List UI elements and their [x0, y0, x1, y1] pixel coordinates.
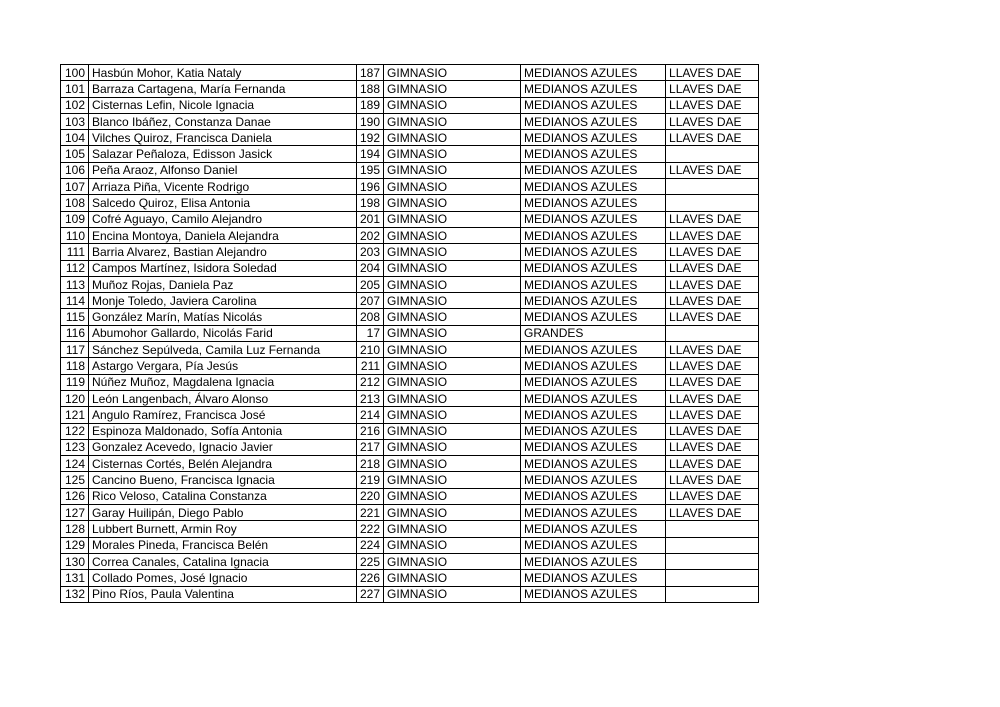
table-row [61, 374, 759, 390]
keys-cell [666, 195, 759, 211]
row-number-cell: 117 [61, 342, 89, 358]
locker-size-cell: MEDIANOS AZULES [521, 244, 666, 260]
row-number-cell: 132 [61, 586, 89, 602]
student-name-cell: Lubbert Burnett, Armin Roy [89, 521, 357, 537]
student-name-cell: Núñez Muñoz, Magdalena Ignacia [89, 374, 357, 390]
table-row [61, 553, 759, 569]
location-cell: GIMNASIO [384, 276, 521, 292]
location-cell: GIMNASIO [384, 537, 521, 553]
location-cell: GIMNASIO [384, 488, 521, 504]
keys-cell: LLAVES DAE [666, 211, 759, 227]
keys-cell: LLAVES DAE [666, 472, 759, 488]
locker-number-cell: 222 [357, 521, 384, 537]
row-number-cell: 130 [61, 553, 89, 569]
location-cell: GIMNASIO [384, 505, 521, 521]
locker-size-cell: MEDIANOS AZULES [521, 97, 666, 113]
location-cell: GIMNASIO [384, 113, 521, 129]
locker-number-cell: 220 [357, 488, 384, 504]
location-cell: GIMNASIO [384, 342, 521, 358]
row-number-cell: 105 [61, 146, 89, 162]
row-number-cell: 111 [61, 244, 89, 260]
locker-size-cell: MEDIANOS AZULES [521, 146, 666, 162]
locker-size-cell: MEDIANOS AZULES [521, 505, 666, 521]
row-number-cell: 128 [61, 521, 89, 537]
student-name-cell: Astargo Vergara, Pía Jesús [89, 358, 357, 374]
locker-number-cell: 225 [357, 553, 384, 569]
row-number-cell: 108 [61, 195, 89, 211]
keys-cell: LLAVES DAE [666, 260, 759, 276]
keys-cell: LLAVES DAE [666, 407, 759, 423]
row-number-cell: 116 [61, 325, 89, 341]
keys-cell: LLAVES DAE [666, 390, 759, 406]
student-name-cell: Blanco Ibáñez, Constanza Danae [89, 113, 357, 129]
locker-size-cell: MEDIANOS AZULES [521, 260, 666, 276]
keys-cell: LLAVES DAE [666, 309, 759, 325]
keys-cell: LLAVES DAE [666, 97, 759, 113]
table-row [61, 325, 759, 341]
locker-size-cell: MEDIANOS AZULES [521, 407, 666, 423]
locker-number-cell: 214 [357, 407, 384, 423]
row-number-cell: 125 [61, 472, 89, 488]
locker-number-cell: 194 [357, 146, 384, 162]
keys-cell [666, 179, 759, 195]
locker-size-cell: MEDIANOS AZULES [521, 211, 666, 227]
student-name-cell: León Langenbach, Álvaro Alonso [89, 390, 357, 406]
locker-number-cell: 198 [357, 195, 384, 211]
student-name-cell: Angulo Ramírez, Francisca José [89, 407, 357, 423]
keys-cell: LLAVES DAE [666, 439, 759, 455]
location-cell: GIMNASIO [384, 456, 521, 472]
row-number-cell: 126 [61, 488, 89, 504]
table-row [61, 146, 759, 162]
keys-cell: LLAVES DAE [666, 488, 759, 504]
row-number-cell: 127 [61, 505, 89, 521]
student-name-cell: Peña Araoz, Alfonso Daniel [89, 162, 357, 178]
keys-cell: LLAVES DAE [666, 293, 759, 309]
table-row [61, 65, 759, 81]
row-number-cell: 120 [61, 390, 89, 406]
student-name-cell: Pino Ríos, Paula Valentina [89, 586, 357, 602]
student-name-cell: Correa Canales, Catalina Ignacia [89, 553, 357, 569]
locker-size-cell: MEDIANOS AZULES [521, 390, 666, 406]
row-number-cell: 124 [61, 456, 89, 472]
row-number-cell: 112 [61, 260, 89, 276]
table-row [61, 81, 759, 97]
location-cell: GIMNASIO [384, 130, 521, 146]
keys-cell: LLAVES DAE [666, 456, 759, 472]
table-row [61, 211, 759, 227]
student-name-cell: Barria Alvarez, Bastian Alejandro [89, 244, 357, 260]
table-row [61, 244, 759, 260]
locker-number-cell: 189 [357, 97, 384, 113]
keys-cell [666, 325, 759, 341]
table-row [61, 537, 759, 553]
student-name-cell: Hasbún Mohor, Katia Nataly [89, 65, 357, 81]
keys-cell: LLAVES DAE [666, 130, 759, 146]
keys-cell: LLAVES DAE [666, 227, 759, 243]
row-number-cell: 118 [61, 358, 89, 374]
locker-number-cell: 213 [357, 390, 384, 406]
table-body [61, 65, 759, 603]
locker-size-cell: MEDIANOS AZULES [521, 309, 666, 325]
locker-size-cell: MEDIANOS AZULES [521, 472, 666, 488]
locker-size-cell: MEDIANOS AZULES [521, 537, 666, 553]
row-number-cell: 104 [61, 130, 89, 146]
keys-cell: LLAVES DAE [666, 276, 759, 292]
row-number-cell: 123 [61, 439, 89, 455]
location-cell: GIMNASIO [384, 521, 521, 537]
table-row [61, 472, 759, 488]
keys-cell [666, 586, 759, 602]
locker-number-cell: 196 [357, 179, 384, 195]
locker-number-cell: 211 [357, 358, 384, 374]
locker-size-cell: MEDIANOS AZULES [521, 130, 666, 146]
locker-size-cell: MEDIANOS AZULES [521, 342, 666, 358]
table-row [61, 390, 759, 406]
keys-cell: LLAVES DAE [666, 423, 759, 439]
locker-number-cell: 224 [357, 537, 384, 553]
location-cell: GIMNASIO [384, 390, 521, 406]
location-cell: GIMNASIO [384, 570, 521, 586]
table-row [61, 130, 759, 146]
table-row [61, 162, 759, 178]
locker-number-cell: 221 [357, 505, 384, 521]
location-cell: GIMNASIO [384, 65, 521, 81]
table-row [61, 179, 759, 195]
keys-cell: LLAVES DAE [666, 342, 759, 358]
student-name-cell: Arriaza Piña, Vicente Rodrigo [89, 179, 357, 195]
keys-cell [666, 570, 759, 586]
locker-size-cell: MEDIANOS AZULES [521, 439, 666, 455]
student-name-cell: Abumohor Gallardo, Nicolás Farid [89, 325, 357, 341]
locker-number-cell: 210 [357, 342, 384, 358]
locker-number-cell: 216 [357, 423, 384, 439]
locker-number-cell: 205 [357, 276, 384, 292]
student-name-cell: Cancino Bueno, Francisca Ignacia [89, 472, 357, 488]
keys-cell [666, 537, 759, 553]
locker-size-cell: MEDIANOS AZULES [521, 65, 666, 81]
locker-number-cell: 190 [357, 113, 384, 129]
table-row [61, 309, 759, 325]
table-row [61, 113, 759, 129]
student-name-cell: Cofré Aguayo, Camilo Alejandro [89, 211, 357, 227]
locker-size-cell: GRANDES [521, 325, 666, 341]
locker-size-cell: MEDIANOS AZULES [521, 162, 666, 178]
keys-cell [666, 521, 759, 537]
row-number-cell: 106 [61, 162, 89, 178]
locker-number-cell: 226 [357, 570, 384, 586]
student-name-cell: Cisternas Lefin, Nicole Ignacia [89, 97, 357, 113]
table-row [61, 358, 759, 374]
student-name-cell: Sánchez Sepúlveda, Camila Luz Fernanda [89, 342, 357, 358]
student-name-cell: Espinoza Maldonado, Sofía Antonia [89, 423, 357, 439]
location-cell: GIMNASIO [384, 146, 521, 162]
location-cell: GIMNASIO [384, 81, 521, 97]
locker-number-cell: 204 [357, 260, 384, 276]
locker-size-cell: MEDIANOS AZULES [521, 358, 666, 374]
location-cell: GIMNASIO [384, 472, 521, 488]
location-cell: GIMNASIO [384, 407, 521, 423]
location-cell: GIMNASIO [384, 244, 521, 260]
student-name-cell: Morales Pineda, Francisca Belén [89, 537, 357, 553]
locker-size-cell: MEDIANOS AZULES [521, 293, 666, 309]
student-name-cell: Rico Veloso, Catalina Constanza [89, 488, 357, 504]
locker-size-cell: MEDIANOS AZULES [521, 227, 666, 243]
locker-number-cell: 227 [357, 586, 384, 602]
location-cell: GIMNASIO [384, 195, 521, 211]
row-number-cell: 110 [61, 227, 89, 243]
location-cell: GIMNASIO [384, 97, 521, 113]
locker-size-cell: MEDIANOS AZULES [521, 81, 666, 97]
row-number-cell: 122 [61, 423, 89, 439]
locker-number-cell: 218 [357, 456, 384, 472]
keys-cell: LLAVES DAE [666, 81, 759, 97]
locker-size-cell: MEDIANOS AZULES [521, 179, 666, 195]
location-cell: GIMNASIO [384, 162, 521, 178]
table-row [61, 456, 759, 472]
locker-number-cell: 208 [357, 309, 384, 325]
student-name-cell: Campos Martínez, Isidora Soledad [89, 260, 357, 276]
student-name-cell: Gonzalez Acevedo, Ignacio Javier [89, 439, 357, 455]
table-row [61, 423, 759, 439]
location-cell: GIMNASIO [384, 586, 521, 602]
student-name-cell: Vilches Quiroz, Francisca Daniela [89, 130, 357, 146]
locker-size-cell: MEDIANOS AZULES [521, 423, 666, 439]
row-number-cell: 121 [61, 407, 89, 423]
location-cell: GIMNASIO [384, 358, 521, 374]
table-row [61, 195, 759, 211]
student-name-cell: Garay Huilipán, Diego Pablo [89, 505, 357, 521]
table-row [61, 570, 759, 586]
student-name-cell: Cisternas Cortés, Belén Alejandra [89, 456, 357, 472]
keys-cell: LLAVES DAE [666, 113, 759, 129]
locker-size-cell: MEDIANOS AZULES [521, 553, 666, 569]
table-row [61, 260, 759, 276]
table-row [61, 586, 759, 602]
student-name-cell: Muñoz Rojas, Daniela Paz [89, 276, 357, 292]
row-number-cell: 101 [61, 81, 89, 97]
locker-number-cell: 192 [357, 130, 384, 146]
table-row [61, 488, 759, 504]
locker-size-cell: MEDIANOS AZULES [521, 521, 666, 537]
keys-cell [666, 146, 759, 162]
row-number-cell: 131 [61, 570, 89, 586]
row-number-cell: 115 [61, 309, 89, 325]
location-cell: GIMNASIO [384, 423, 521, 439]
locker-size-cell: MEDIANOS AZULES [521, 374, 666, 390]
row-number-cell: 107 [61, 179, 89, 195]
location-cell: GIMNASIO [384, 325, 521, 341]
row-number-cell: 114 [61, 293, 89, 309]
student-name-cell: Salcedo Quiroz, Elisa Antonia [89, 195, 357, 211]
locker-number-cell: 207 [357, 293, 384, 309]
student-name-cell: Barraza Cartagena, María Fernanda [89, 81, 357, 97]
locker-size-cell: MEDIANOS AZULES [521, 456, 666, 472]
row-number-cell: 100 [61, 65, 89, 81]
location-cell: GIMNASIO [384, 260, 521, 276]
locker-number-cell: 195 [357, 162, 384, 178]
locker-number-cell: 203 [357, 244, 384, 260]
keys-cell: LLAVES DAE [666, 65, 759, 81]
locker-number-cell: 188 [357, 81, 384, 97]
locker-size-cell: MEDIANOS AZULES [521, 276, 666, 292]
student-name-cell: Monje Toledo, Javiera Carolina [89, 293, 357, 309]
row-number-cell: 102 [61, 97, 89, 113]
row-number-cell: 103 [61, 113, 89, 129]
keys-cell: LLAVES DAE [666, 374, 759, 390]
locker-number-cell: 202 [357, 227, 384, 243]
table-row [61, 276, 759, 292]
keys-cell [666, 553, 759, 569]
location-cell: GIMNASIO [384, 374, 521, 390]
location-cell: GIMNASIO [384, 309, 521, 325]
row-number-cell: 109 [61, 211, 89, 227]
keys-cell: LLAVES DAE [666, 505, 759, 521]
locker-assignment-table [60, 64, 759, 603]
location-cell: GIMNASIO [384, 179, 521, 195]
locker-size-cell: MEDIANOS AZULES [521, 488, 666, 504]
row-number-cell: 119 [61, 374, 89, 390]
locker-number-cell: 219 [357, 472, 384, 488]
row-number-cell: 113 [61, 276, 89, 292]
location-cell: GIMNASIO [384, 211, 521, 227]
locker-size-cell: MEDIANOS AZULES [521, 195, 666, 211]
table-row [61, 227, 759, 243]
student-name-cell: González Marín, Matías Nicolás [89, 309, 357, 325]
table-row [61, 505, 759, 521]
locker-number-cell: 212 [357, 374, 384, 390]
locker-number-cell: 187 [357, 65, 384, 81]
locker-number-cell: 201 [357, 211, 384, 227]
table-row [61, 521, 759, 537]
table-row [61, 407, 759, 423]
location-cell: GIMNASIO [384, 553, 521, 569]
locker-number-cell: 217 [357, 439, 384, 455]
student-name-cell: Collado Pomes, José Ignacio [89, 570, 357, 586]
locker-size-cell: MEDIANOS AZULES [521, 113, 666, 129]
location-cell: GIMNASIO [384, 439, 521, 455]
table-row [61, 439, 759, 455]
locker-number-cell: 17 [357, 325, 384, 341]
table-row [61, 342, 759, 358]
student-name-cell: Salazar Peñaloza, Edisson Jasick [89, 146, 357, 162]
table-row [61, 293, 759, 309]
table-row [61, 97, 759, 113]
student-name-cell: Encina Montoya, Daniela Alejandra [89, 227, 357, 243]
keys-cell: LLAVES DAE [666, 162, 759, 178]
location-cell: GIMNASIO [384, 227, 521, 243]
location-cell: GIMNASIO [384, 293, 521, 309]
row-number-cell: 129 [61, 537, 89, 553]
keys-cell: LLAVES DAE [666, 244, 759, 260]
keys-cell: LLAVES DAE [666, 358, 759, 374]
locker-size-cell: MEDIANOS AZULES [521, 570, 666, 586]
locker-size-cell: MEDIANOS AZULES [521, 586, 666, 602]
